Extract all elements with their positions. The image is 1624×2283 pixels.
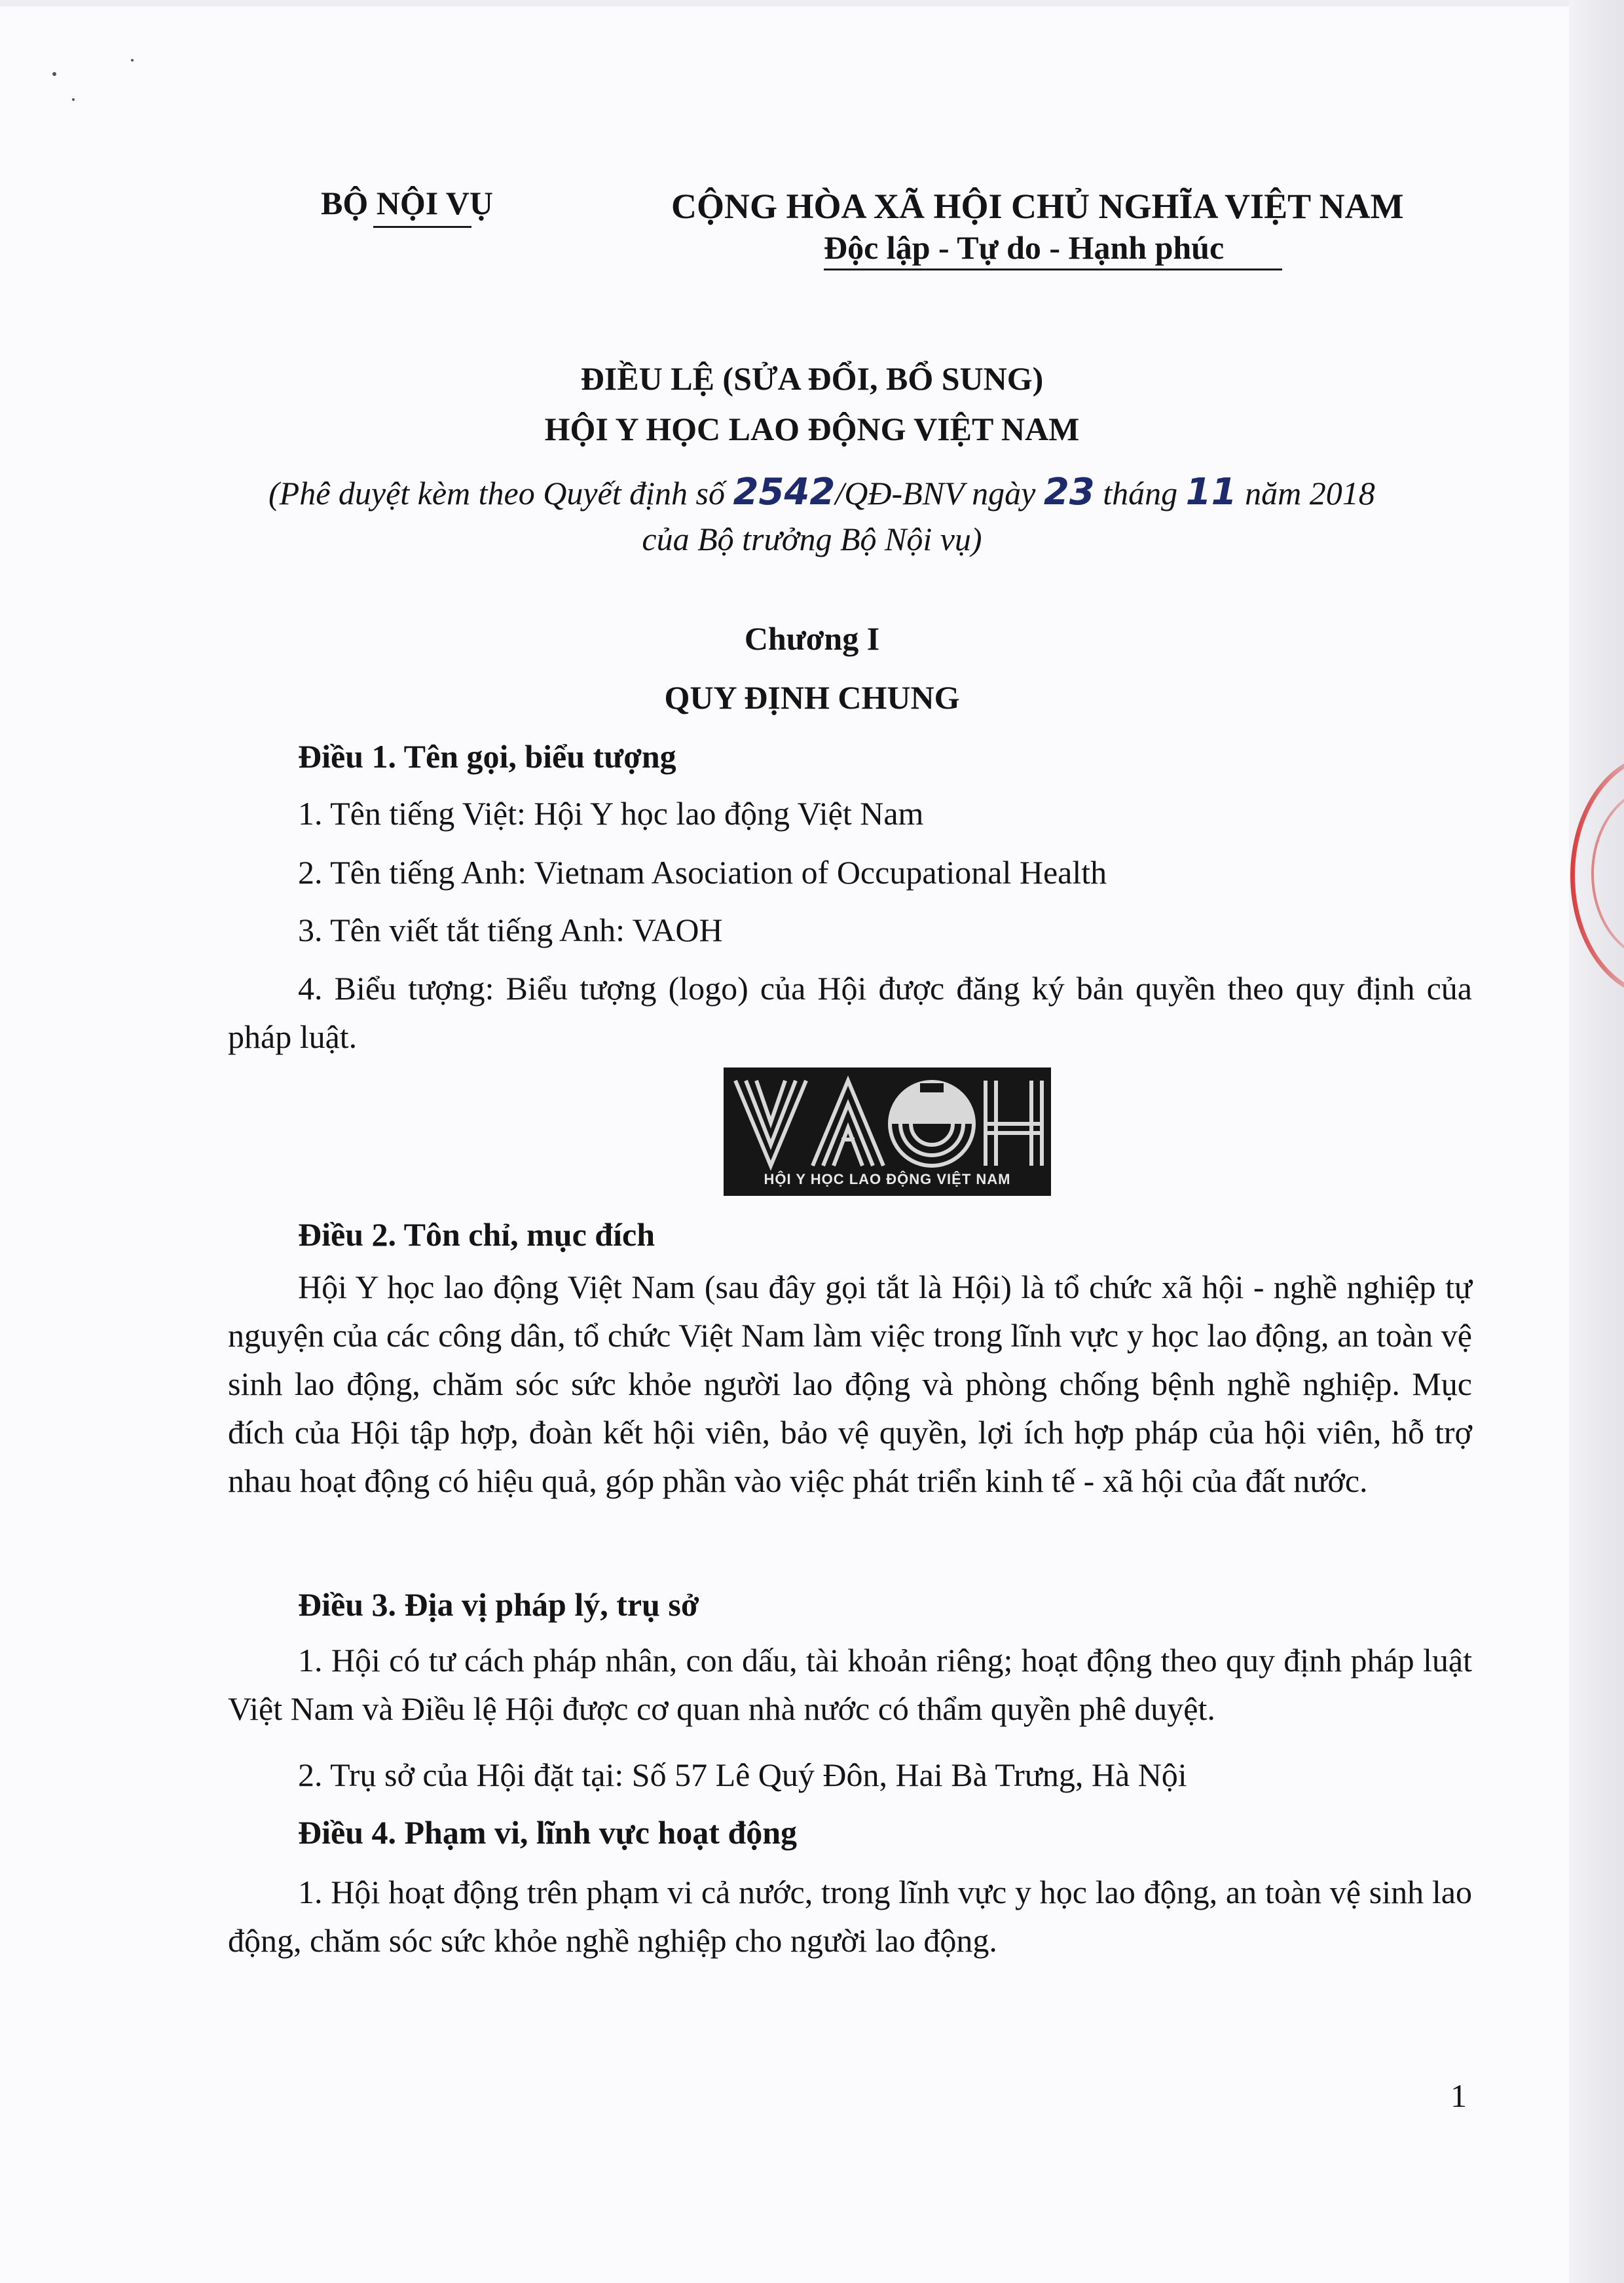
article-3-item-2: 2. Trụ sở của Hội đặt tại: Số 57 Lê Quý Đôn, Hai Bà Trưng, Hà Nội	[298, 1756, 1187, 1793]
title-line-1: ĐIỀU LỆ (SỬA ĐỔI, BỔ SUNG)	[580, 360, 1044, 397]
day-handwritten: 23	[1043, 471, 1095, 513]
approval-line-1	[268, 473, 1375, 513]
ministry-underline	[373, 226, 471, 228]
article-1-item-2: 2. Tên tiếng Anh: Vietnam Asociation of Occupational Health	[298, 854, 1107, 891]
article-4-item-1: 1. Hội hoạt động trên phạm vi cả nước, trong lĩnh vực y học lao động, an toàn vệ sinh lao động, chăm sóc sức khỏe nghề nghiệp cho người lao động.	[228, 1874, 1472, 1959]
article-1-item-4: 4. Biểu tượng: Biểu tượng (logo) của Hội được đăng ký bản quyền theo quy định của pháp luật.	[228, 970, 1472, 1055]
approval-text: /QĐ-BNV ngày	[835, 475, 1044, 511]
logo-caption: HỘI Y HỌC LAO ĐỘNG VIỆT NAM	[764, 1171, 1011, 1187]
decision-number-handwritten: 2542	[733, 471, 836, 513]
approval-text: (Phê duyệt kèm theo Quyết định số	[268, 475, 733, 511]
scan-speck	[52, 72, 56, 76]
approval-text: tháng	[1094, 475, 1186, 511]
month-handwritten: 11	[1185, 471, 1237, 513]
title-line-2: HỘI Y HỌC LAO ĐỘNG VIỆT NAM	[544, 411, 1080, 447]
motto: Độc lập - Tự do - Hạnh phúc	[824, 229, 1225, 266]
article-2-body: Hội Y học lao động Việt Nam (sau đây gọi tắt là Hội) là tổ chức xã hội - nghề nghiệp tự nguyện của các công dân, tổ chức Việt Nam làm việc trong lĩnh vực y học lao động, an toàn vệ sinh lao động, chăm sóc sức khỏe người lao động và phòng chống bệnh nghề nghiệp. Mục đích của Hội tập hợp, đoàn kết hội viên, bảo vệ quyền, lợi ích hợp pháp của hội viên, hỗ trợ nhau hoạt động có hiệu quả, góp phần vào việc phát triển kinh tế - xã hội của đất nước.	[228, 1269, 1472, 1499]
article-1-heading: Điều 1. Tên gọi, biểu tượng	[298, 738, 676, 775]
page-number: 1	[1450, 2077, 1467, 2114]
ministry-name: BỘ NỘI VỤ	[321, 185, 494, 221]
article-3-item-1: 1. Hội có tư cách pháp nhân, con dấu, tài khoản riêng; hoạt động theo quy định pháp luật Việt Nam và Điều lệ Hội được cơ quan nhà nước có thẩm quyền phê duyệt.	[228, 1642, 1472, 1727]
article-1-item-1: 1. Tên tiếng Việt: Hội Y học lao động Việt Nam	[298, 795, 924, 832]
article-3-heading: Điều 3. Địa vị pháp lý, trụ sở	[298, 1586, 699, 1623]
scan-border-top	[0, 0, 1624, 7]
article-4-heading: Điều 4. Phạm vi, lĩnh vực hoạt động	[298, 1814, 798, 1851]
approval-line-2: của Bộ trưởng Bộ Nội vụ)	[642, 521, 982, 557]
country-name: CỘNG HÒA XÃ HỘI CHỦ NGHĨA VIỆT NAM	[671, 187, 1404, 226]
motto-underline	[824, 269, 1282, 270]
chapter-name: QUY ĐỊNH CHUNG	[664, 679, 960, 716]
approval-text: năm 2018	[1236, 475, 1375, 511]
scan-speck	[131, 59, 134, 62]
vaoh-logo	[724, 1067, 1051, 1196]
scan-border-overlay	[1569, 0, 1624, 2283]
scan-speck	[72, 98, 75, 101]
chapter-label: Chương I	[744, 620, 880, 657]
article-2-heading: Điều 2. Tôn chỉ, mục đích	[298, 1216, 655, 1253]
article-1-item-3: 3. Tên viết tắt tiếng Anh: VAOH	[298, 912, 723, 948]
